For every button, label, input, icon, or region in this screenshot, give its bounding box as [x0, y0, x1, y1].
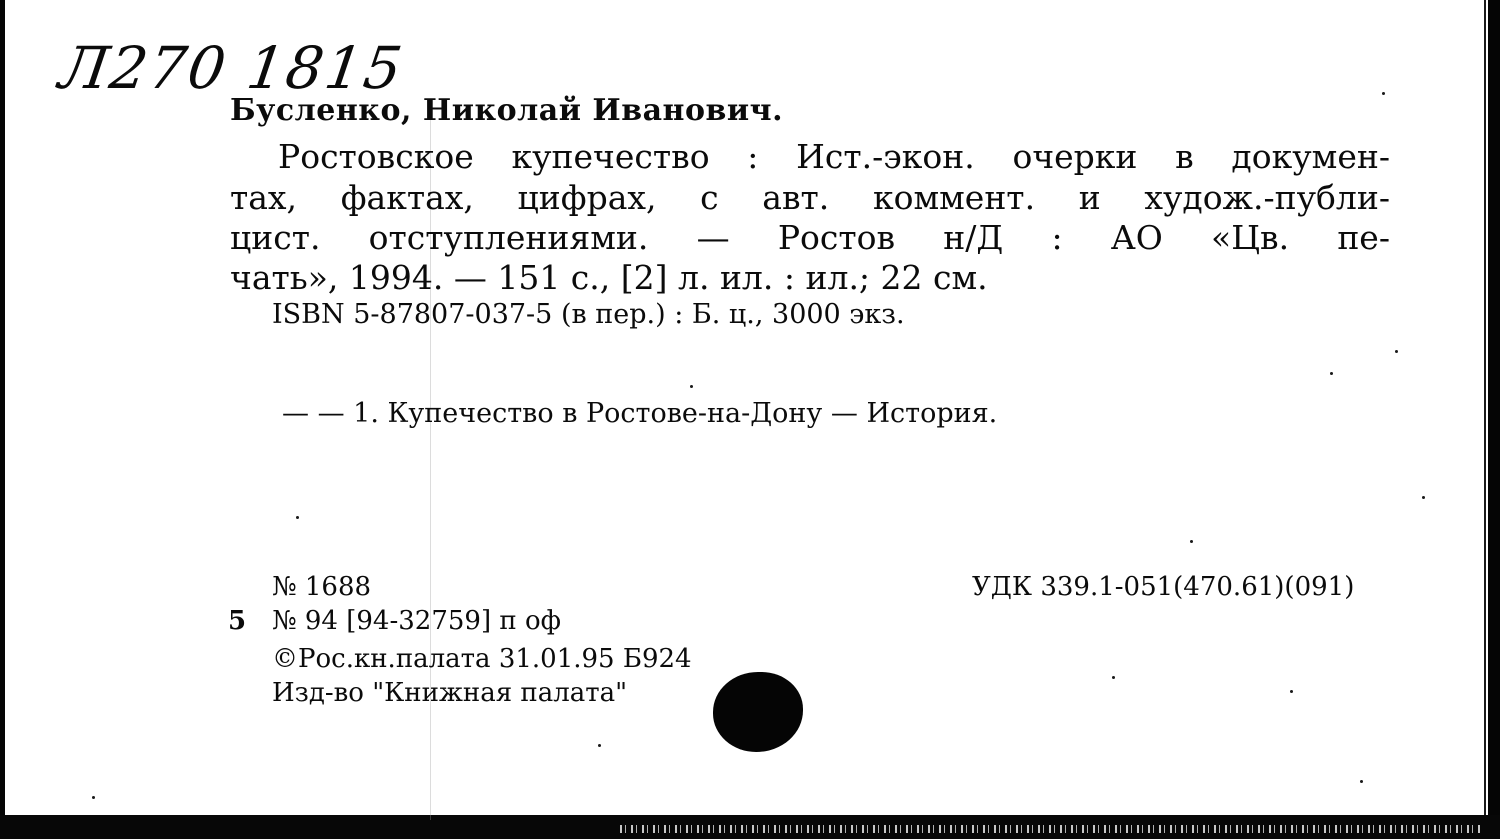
dust-speck	[1112, 676, 1115, 679]
dust-speck	[92, 796, 95, 799]
description-line-1: Ростовское купечество : Ист.-экон. очерки в докумен-	[278, 137, 1390, 176]
ink-blot	[713, 672, 803, 752]
subject-heading-line: — — 1. Купечество в Ростове-на-Дону — История.	[282, 398, 998, 429]
card-left-edge	[0, 0, 5, 839]
dust-speck	[690, 385, 693, 388]
publisher-line: Изд-во "Книжная палата"	[272, 678, 628, 708]
list-number: № 94 [94-32759] п оф	[272, 606, 561, 636]
dust-speck	[1382, 92, 1385, 95]
description-line-2: тах, фактах, цифрах, с авт. коммент. и худож.-публи-	[230, 178, 1390, 217]
card-right-edge	[1488, 0, 1500, 839]
description-line-3: цист. отступлениями. — Ростов н/Д : АО «Цв. пе-	[230, 218, 1390, 257]
scan-artifact-band	[620, 825, 1480, 833]
dust-speck	[598, 744, 601, 747]
dust-speck	[1360, 780, 1363, 783]
dust-speck	[1395, 350, 1398, 353]
dust-speck	[1290, 690, 1293, 693]
handwritten-shelfmark: Л270 1815	[55, 34, 408, 102]
isbn-line: ISBN 5-87807-037-5 (в пер.) : Б. ц., 3000 экз.	[272, 299, 905, 330]
udc-code: УДК 339.1-051(470.61)(091)	[972, 572, 1355, 602]
dust-speck	[1190, 540, 1193, 543]
copyright-line: ©Рос.кн.палата 31.01.95 Б924	[272, 644, 692, 674]
card-set-number: 5	[228, 606, 247, 636]
dust-speck	[1330, 372, 1333, 375]
description-line-4: чать», 1994. — 151 с., [2] л. ил. : ил.; 22 см.	[230, 258, 988, 297]
record-number: № 1688	[272, 572, 372, 602]
author-heading: Бусленко, Николай Иванович.	[230, 93, 784, 128]
dust-speck	[296, 516, 299, 519]
dust-speck	[1422, 496, 1425, 499]
card-right-edge-line	[1484, 0, 1486, 839]
